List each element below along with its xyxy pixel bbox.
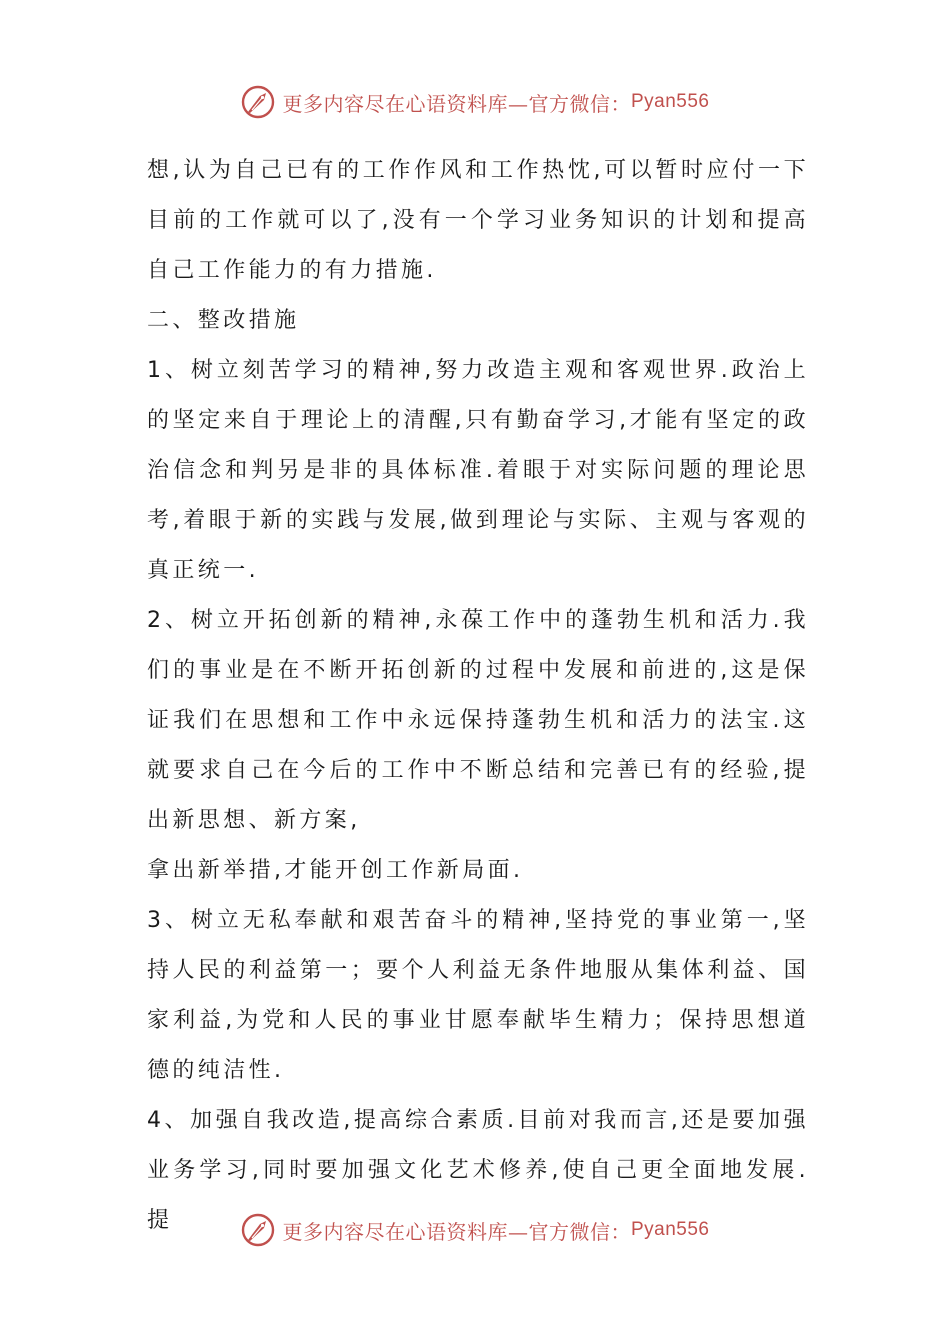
pen-nib-icon bbox=[240, 84, 276, 120]
pen-nib-icon bbox=[240, 1212, 276, 1248]
header-banner bbox=[0, 80, 950, 124]
document-body bbox=[147, 146, 809, 1246]
banner-text: 更多内容尽在心语资料库—官方微信： bbox=[282, 1219, 631, 1244]
paragraph: 2、树立开拓创新的精神,永葆工作中的蓬勃生机和活力.我们的事业是在不断开拓创新的过程中发展和前进的,这是保证我们在思想和工作中永远保持蓬勃生机和活力的法宝.这就要求自己在今后的工作中不断总结和完善已有的经验,提出新思想、新方案, bbox=[147, 608, 809, 833]
paragraph: 3、树立无私奉献和艰苦奋斗的精神,坚持党的事业第一,坚持人民的利益第一；要个人利益无条件地服从集体利益、国家利益,为党和人民的事业甘愿奉献毕生精力；保持思想道德的纯洁性. bbox=[147, 908, 809, 1083]
paragraph: 1、树立刻苦学习的精神,努力改造主观和客观世界.政治上的坚定来自于理论上的清醒,只有勤奋学习,才能有坚定的政治信念和判另是非的具体标准.着眼于对实际问题的理论思考,着眼于新的实践与发展,做到理论与实际、主观与客观的真正统一. bbox=[147, 358, 809, 583]
paragraph: 拿出新举措,才能开创工作新局面. bbox=[147, 858, 524, 883]
paragraph: 想,认为自己已有的工作作风和工作热忱,可以暂时应付一下目前的工作就可以了,没有一个学习业务知识的计划和提高自己工作能力的有力措施. bbox=[147, 158, 809, 283]
paragraph: 4、加强自我改造,提高综合素质.目前对我而言,还是要加强业务学习,同时要加强文化艺术修养,使自己更全面地发展.提 bbox=[147, 1108, 809, 1233]
banner-wechat-id: Pyan556 bbox=[630, 91, 710, 112]
footer-banner bbox=[0, 1208, 950, 1252]
section-heading: 二、整改措施 bbox=[147, 308, 300, 333]
banner-text: 更多内容尽在心语资料库—官方微信： bbox=[282, 91, 631, 116]
banner-wechat-id: Pyan556 bbox=[630, 1219, 710, 1240]
